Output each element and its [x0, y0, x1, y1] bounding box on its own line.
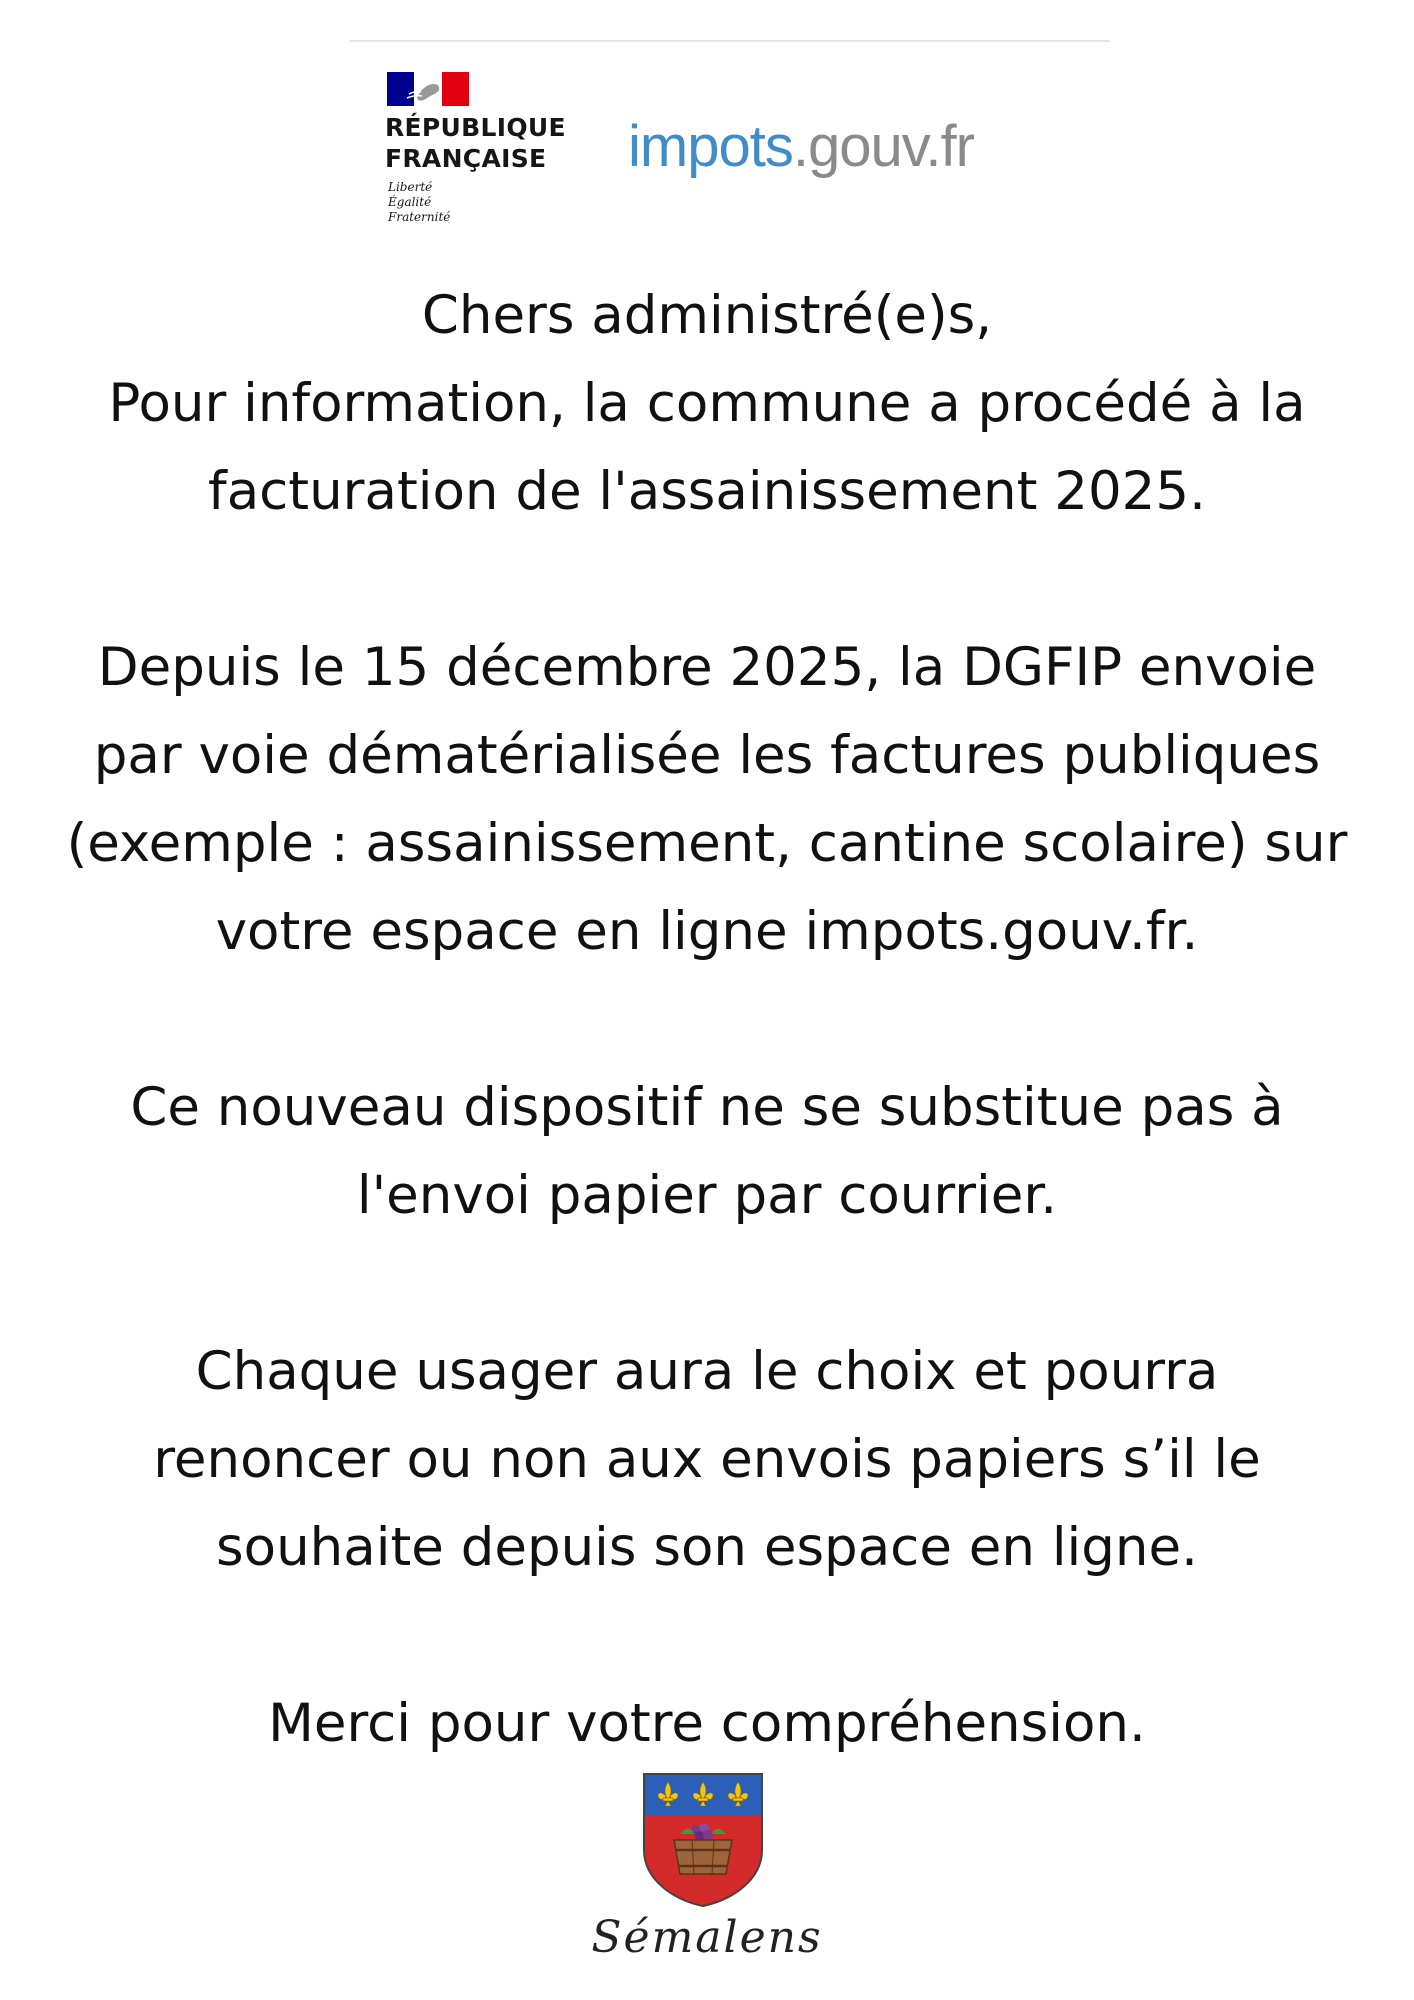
top-divider	[350, 40, 1110, 42]
paragraph-line: (exemple : assainissement, cantine scolaire) sur	[66, 813, 1348, 874]
impots-gouv-logo	[628, 112, 974, 182]
paragraph-line: Chaque usager aura le choix et pourra	[195, 1341, 1219, 1402]
announcement-body	[0, 272, 1414, 1768]
greeting	[0, 272, 1414, 360]
paragraph-line: l'envoi papier par courrier.	[356, 1165, 1058, 1226]
impots-logo-text: impots	[628, 114, 793, 179]
paragraph-line: Ce nouveau dispositif ne se substitue pas à	[130, 1077, 1284, 1138]
republic-motto: Liberté Égalité Fraternité	[388, 180, 451, 224]
gouv-fr-logo-text: .gouv.fr	[792, 114, 974, 179]
marianne-flag-icon	[387, 72, 469, 106]
republique-francaise-text: RÉPUBLIQUE FRANÇAISE	[385, 113, 566, 173]
paragraph-choix	[0, 1328, 1414, 1592]
closing	[0, 1680, 1414, 1768]
semalens-coat-of-arms-icon	[640, 1772, 766, 1908]
paragraph-line: par voie dématérialisée les factures publiques	[93, 725, 1321, 786]
closing-line: Merci pour votre compréhension.	[268, 1693, 1146, 1754]
paragraph-line: souhaite depuis son espace en ligne.	[216, 1517, 1198, 1578]
greeting-line: Chers administré(e)s,	[421, 285, 993, 346]
paragraph-line: renoncer ou non aux envois papiers s’il le	[153, 1429, 1261, 1490]
paragraph-facturation	[0, 360, 1414, 536]
paragraph-dgfip	[0, 624, 1414, 976]
republique-francaise-logo	[385, 70, 585, 245]
paragraph-line: Pour information, la commune a procédé à la	[108, 373, 1306, 434]
paragraph-line: facturation de l'assainissement 2025.	[208, 461, 1206, 522]
paragraph-dispositif	[0, 1064, 1414, 1240]
paragraph-line: Depuis le 15 décembre 2025, la DGFIP envoie	[97, 637, 1317, 698]
paragraph-line: votre espace en ligne impots.gouv.fr.	[215, 901, 1199, 962]
semalens-signature: Sémalens	[591, 1912, 823, 1963]
